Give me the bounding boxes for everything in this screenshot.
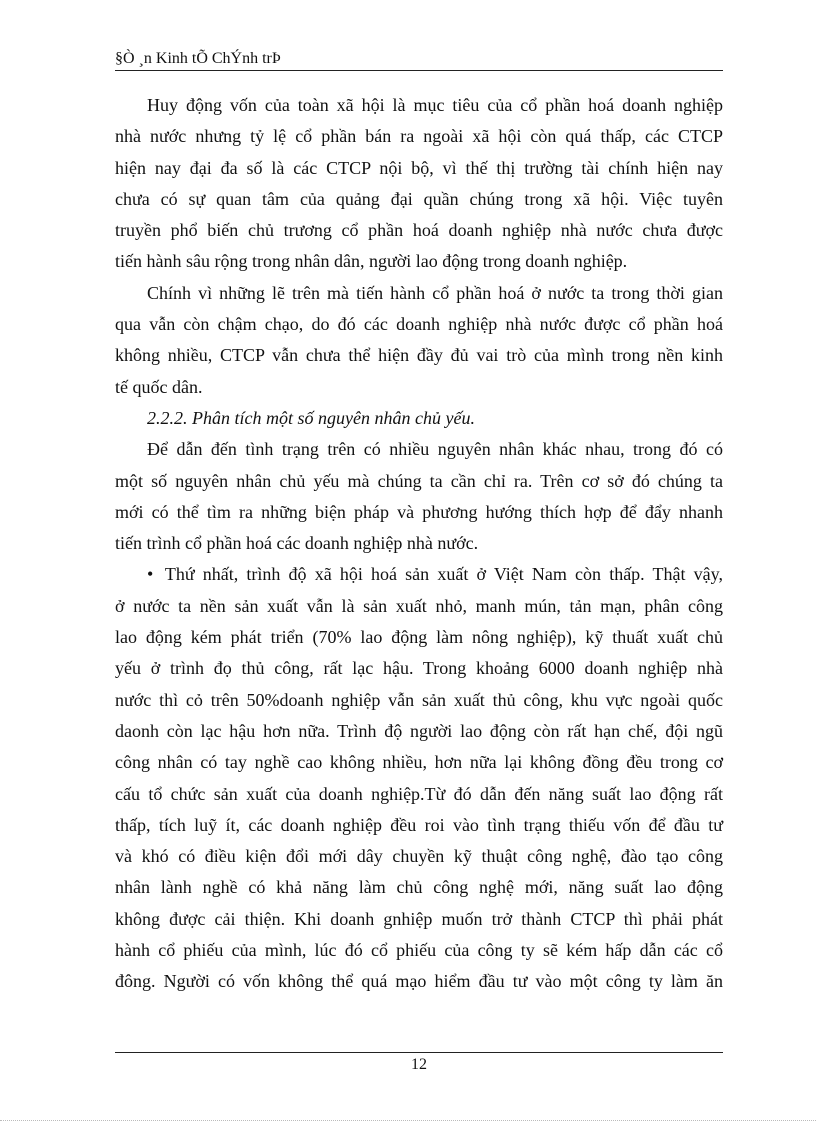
text-line: daonh còn lạc hậu hơn nữa. Trình độ người lao động còn rất hạn chế, đội ngũ [115, 720, 723, 741]
text-line: nhân lành nghề có khả năng làm chủ công nghệ mới, năng suất lao động [115, 877, 723, 898]
text-line: lao động kém phát triển (70% lao động làm nông nghiệp), kỹ thuất xuất chủ [115, 627, 723, 648]
page-edge-divider [0, 1120, 816, 1121]
text-line: công nhân có tay nghề cao không nhiều, hơn nữa lại không đồng đều trong cơ [115, 752, 723, 773]
text-line: thấp, tích luỹ ít, các doanh nghiệp đều roi vào tình trạng thiếu vốn để đầu tư [115, 814, 723, 835]
text-line: một số nguyên nhân chủ yếu mà chúng ta cần chỉ ra. Trên cơ sở đó chúng ta [115, 470, 723, 491]
text-line: tế quốc dân. [115, 376, 203, 397]
text-line: Chính vì những lẽ trên mà tiến hành cổ phần hoá ở nước ta trong thời gian [147, 282, 723, 303]
page-number: 12 [411, 1056, 427, 1073]
bullet-icon: • [147, 564, 154, 585]
header-rule [115, 70, 723, 71]
page-header: §Ò ¸n Kinh tÕ ChÝnh trÞ [115, 50, 281, 67]
text-line: truyền phổ biến chủ trương cổ phần hoá doanh nghiệp nhà nước chưa được [115, 220, 723, 241]
text-line: Để dẫn đến tình trạng trên có nhiều nguyên nhân khác nhau, trong đó có [147, 439, 723, 460]
text-line: không được cải thiện. Khi doanh gnhiệp muốn trở thành CTCP thì phải phát [115, 908, 723, 929]
document-body [115, 90, 723, 998]
text-line: tiến trình cổ phần hoá các doanh nghiệp nhà nước. [115, 533, 479, 554]
text-line: hành cổ phiếu của mình, lúc đó cổ phiếu của công ty sẽ kém hấp dẫn các cổ [115, 940, 723, 961]
text-line: không nhiều, CTCP vẫn chưa thể hiện đầy đủ vai trò của mình trong nền kinh [115, 345, 723, 366]
text-line: Thứ nhất, trình độ xã hội hoá sản xuất ở Việt Nam còn thấp. Thật vậy, [164, 564, 723, 585]
footer-rule [115, 1052, 723, 1053]
text-line: cấu tổ chức sản xuất của doanh nghiệp.Từ đó dẫn đến năng suất lao động rất [115, 783, 723, 804]
bullet-line [115, 559, 723, 590]
text-line: đông. Người có vốn không thể quá mạo hiểm đầu tư vào một công ty làm ăn [115, 971, 723, 992]
text-line: hiện nay đại đa số là các CTCP nội bộ, vì thế thị trường tài chính hiện nay [115, 157, 723, 178]
text-line: mới có thể tìm ra những biện pháp và phương hướng thích hợp để đẩy nhanh [115, 501, 723, 522]
text-line: chưa có sự quan tâm của quảng đại quần chúng trong xã hội. Việc tuyên [115, 188, 723, 209]
text-line: yếu ở trình đọ thủ công, rất lạc hậu. Trong khoảng 6000 doanh nghiệp nhà [115, 658, 723, 679]
text-line: và khó có điều kiện đổi mới dây chuyền kỹ thuật công nghệ, đào tạo công [115, 846, 723, 867]
text-line: ở nước ta nền sản xuất vẫn là sản xuất nhỏ, manh mún, tản mạn, phân công [115, 595, 723, 616]
text-line: tiến hành sâu rộng trong nhân dân, người lao động trong doanh nghiệp. [115, 251, 628, 272]
section-heading: 2.2.2. Phân tích một số nguyên nhân chủ yếu. [147, 407, 475, 428]
text-line: nước thì cỏ trên 50%doanh nghiệp vẫn sản xuất thủ công, khu vực ngoài quốc [115, 689, 723, 710]
text-line: nhà nước nhưng tỷ lệ cổ phần bán ra ngoài xã hội còn quá thấp, các CTCP [115, 126, 723, 147]
text-line: Huy động vốn của toàn xã hội là mục tiêu của cổ phần hoá doanh nghiệp [147, 95, 723, 115]
text-line: qua vẫn còn chậm chạo, do đó các doanh nghiệp nhà nước được cổ phần hoá [115, 314, 723, 335]
